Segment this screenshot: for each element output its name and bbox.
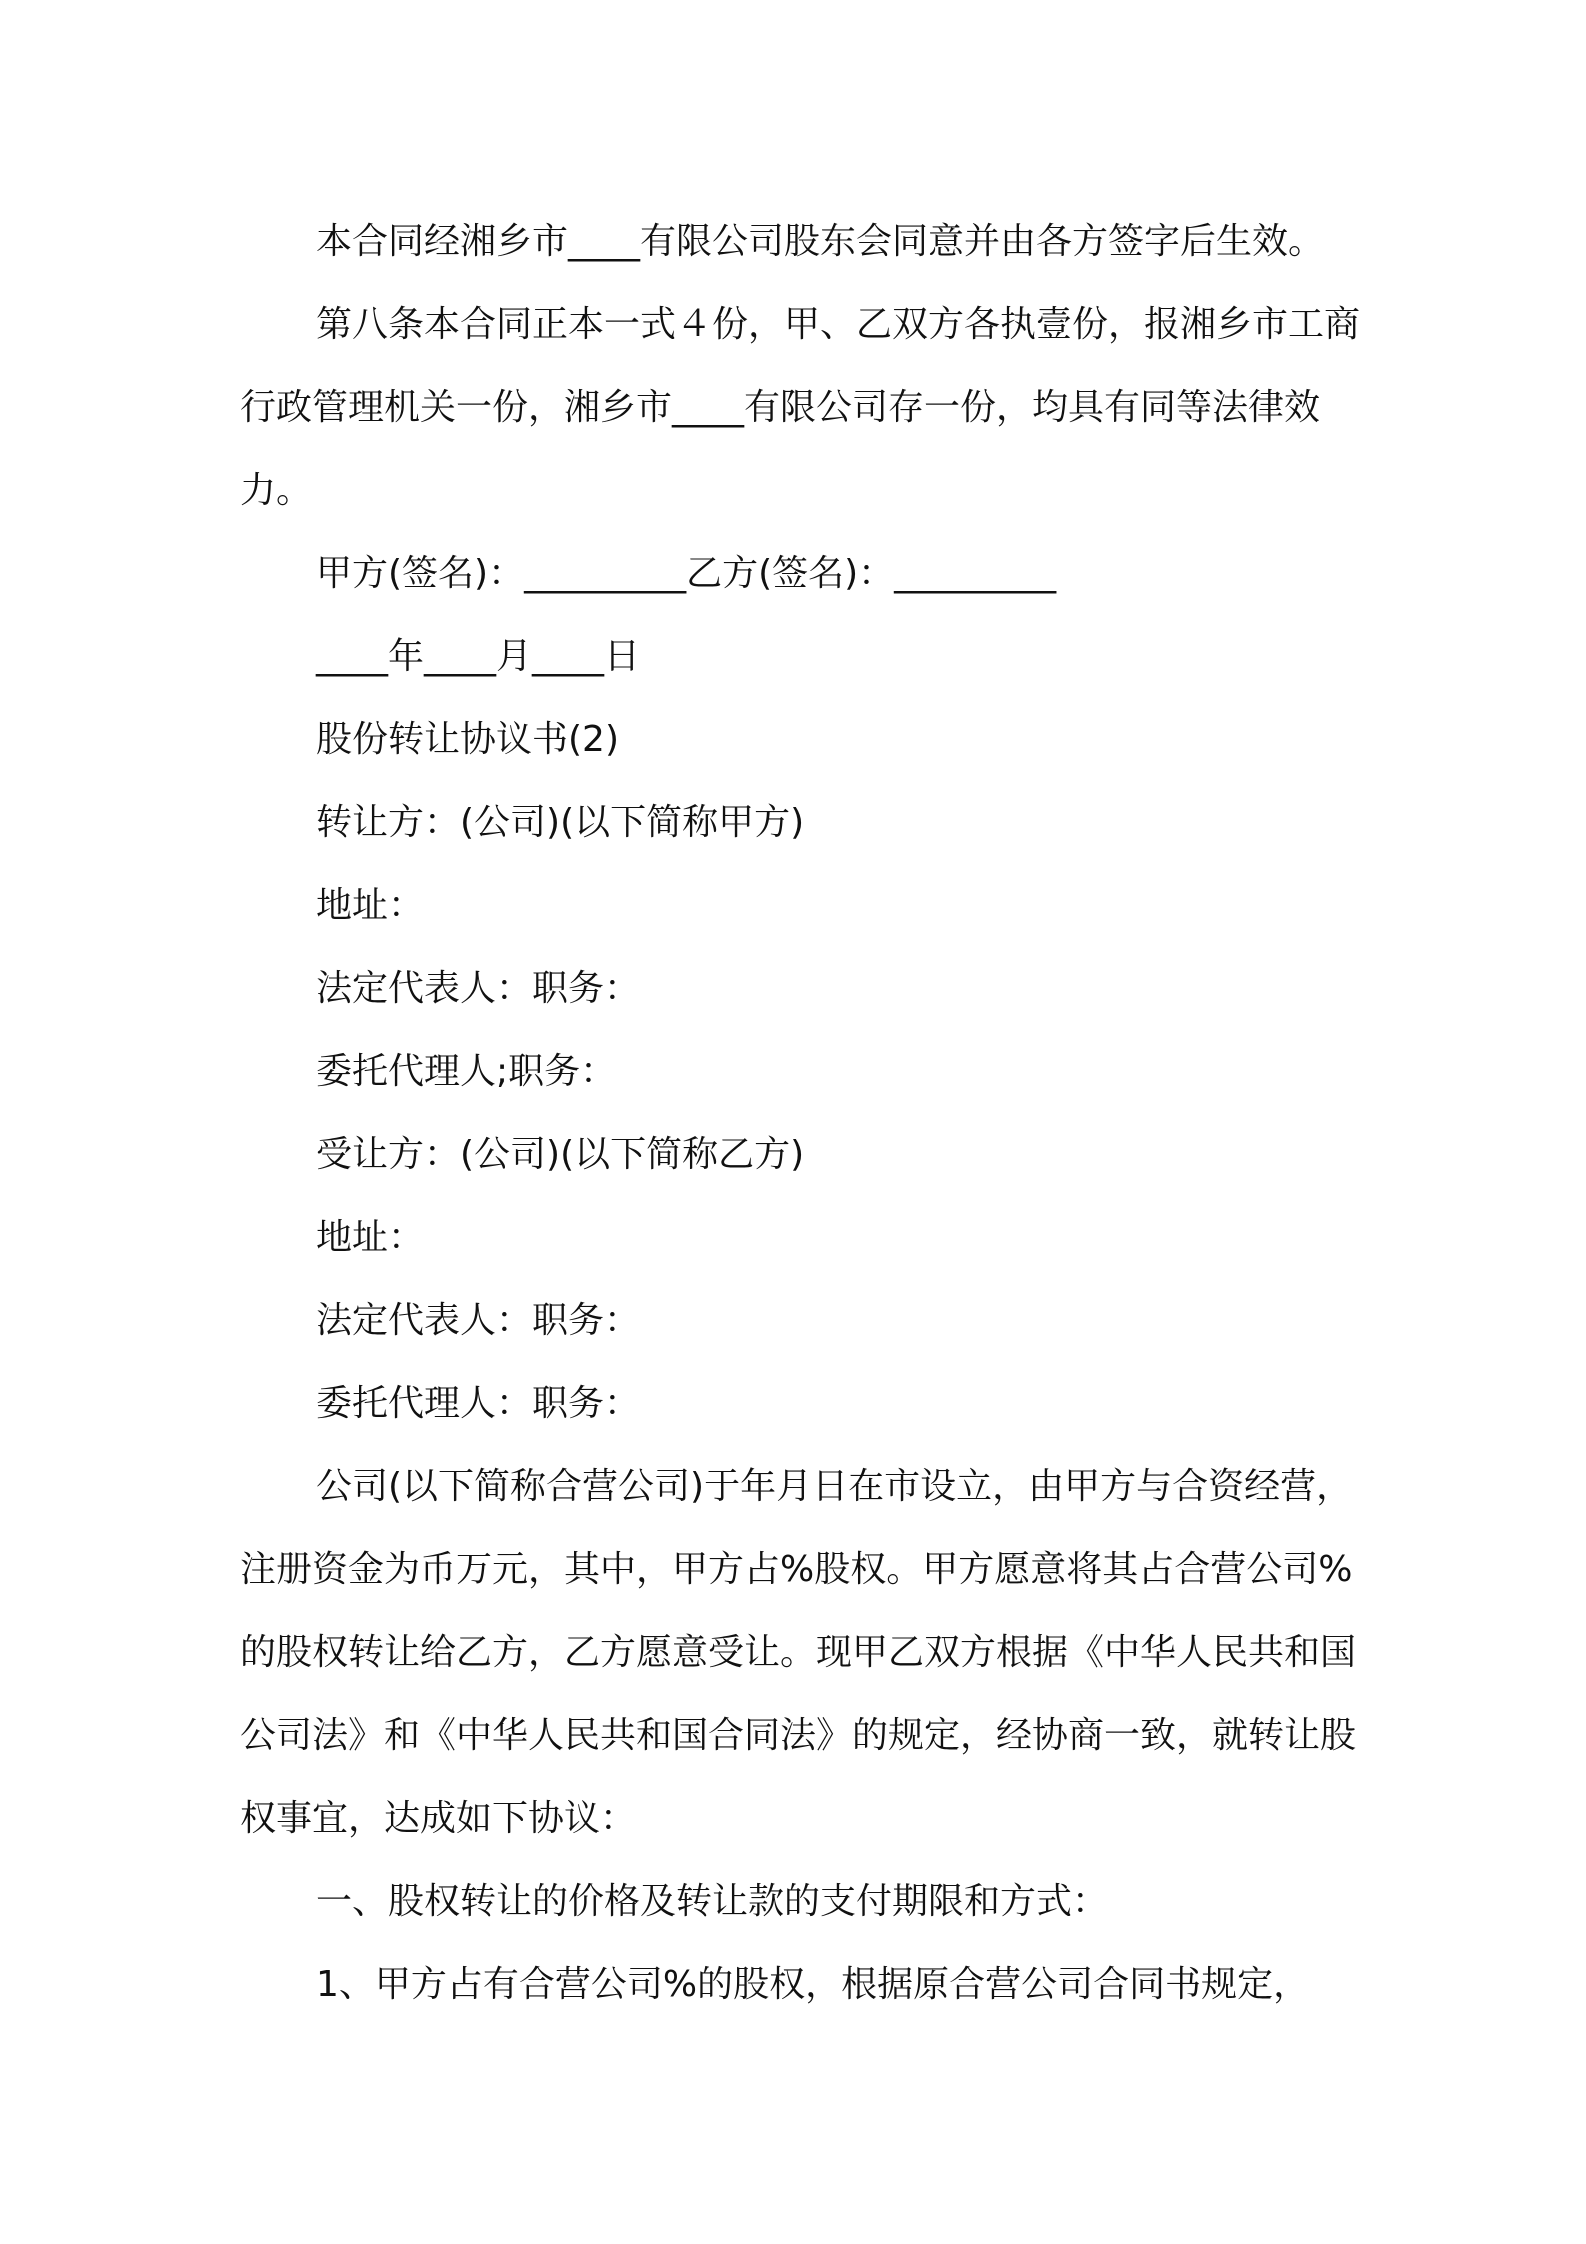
section-heading-one: 一、股权转让的价格及转让款的支付期限和方式： [316, 1881, 1109, 1922]
paragraph-article-eight: 第八条本合同正本一式４份，甲、乙双方各执壹份，报湘乡市工商行政管理机关一份，湘乡市____有限公司存一份，均具有同等法律效力。 [240, 304, 1361, 511]
agreement-title: 股份转让协议书(2) [316, 719, 619, 760]
paragraph-background: 公司(以下简称合营公司)于年月日在市设立，由甲方与合资经营，注册资金为币万元，其中，甲方占%股权。甲方愿意将其占合营公司%的股权转让给乙方，乙方愿意受让。现甲乙双方根据《中华人民共和国公司法》和《中华人民共和国合同法》的规定，经协商一致，就转让股权事宜，达成如下协议： [240, 1466, 1357, 1839]
paragraph-effectiveness: 本合同经湘乡市____有限公司股东会同意并由各方签字后生效。 [316, 221, 1325, 262]
transferee-legal-rep: 法定代表人：职务： [316, 1300, 641, 1341]
signature-line: 甲方(签名)：_________乙方(签名)：_________ [316, 553, 1057, 594]
transferor-legal-rep: 法定代表人：职务： [316, 968, 641, 1009]
date-line: ____年____月____日 [316, 636, 641, 677]
document-body [240, 200, 1370, 2026]
transferee-line: 受让方：(公司)(以下简称乙方) [316, 1134, 805, 1175]
transferor-agent: 委托代理人;职务： [316, 1051, 617, 1092]
transferee-agent: 委托代理人：职务： [316, 1383, 641, 1424]
clause-one: 1、甲方占有合营公司%的股权，根据原合营公司合同书规定， [316, 1964, 1310, 2005]
transferee-address: 地址： [316, 1217, 425, 1258]
transferor-line: 转让方：(公司)(以下简称甲方) [316, 802, 805, 843]
transferor-address: 地址： [316, 885, 425, 926]
